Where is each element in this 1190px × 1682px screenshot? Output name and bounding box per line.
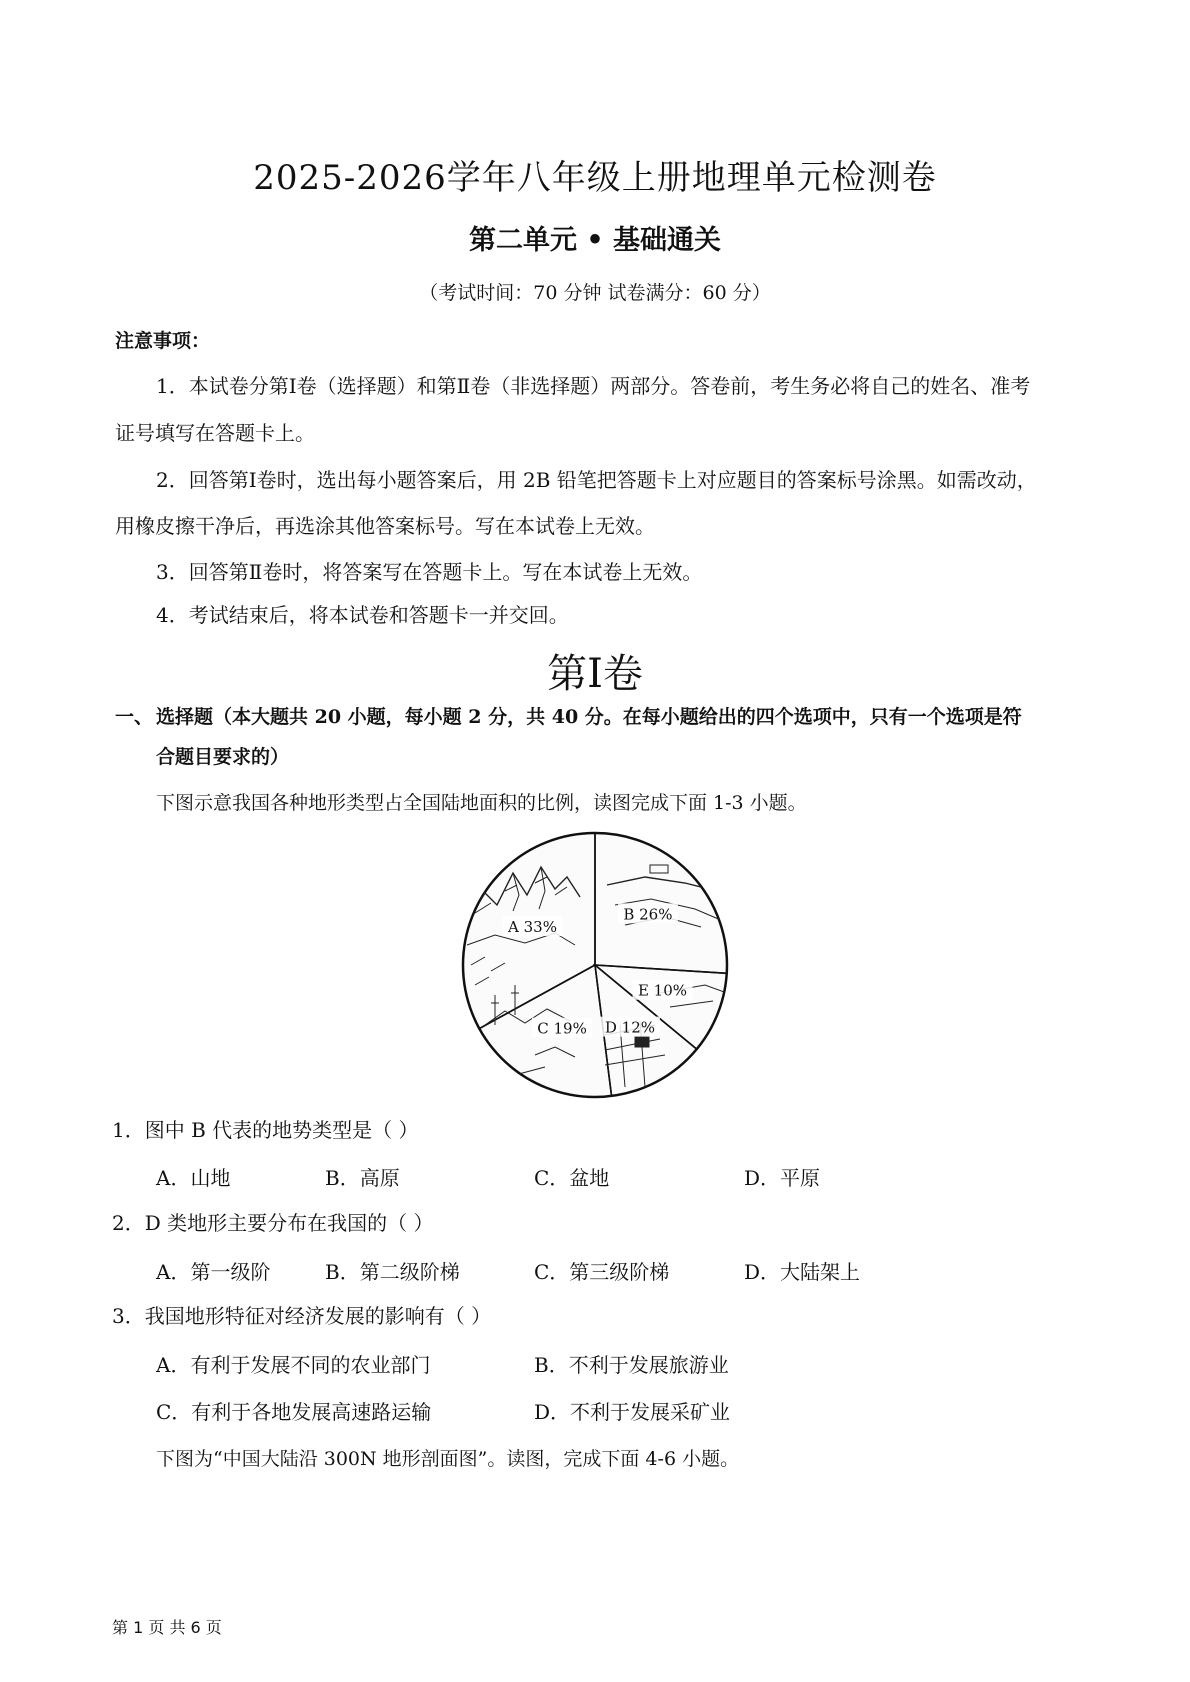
section-number: 一、 — [115, 706, 154, 728]
pie-label-e: E 10% — [637, 981, 688, 1000]
question-2-option-d[interactable]: D．大陆架上 — [744, 1260, 861, 1284]
question-1-option-a[interactable]: A．山地 — [156, 1166, 231, 1190]
pie-label-b: B 26% — [623, 905, 673, 924]
question-2-option-a[interactable]: A．第一级阶 — [156, 1260, 271, 1284]
group1-intro: 下图示意我国各种地形类型占全国陆地面积的比例，读图完成下面 1-3 小题。 — [156, 792, 807, 814]
pie-label-c: C 19% — [537, 1019, 587, 1038]
terrain-pie-chart — [455, 825, 735, 1105]
exam-subtitle: 第二单元 • 基础通关 — [468, 225, 722, 256]
question-2-option-c[interactable]: C．第三级阶梯 — [534, 1260, 670, 1284]
notice-item-4: 4．考试结束后，将本试卷和答题卡一并交回。 — [156, 603, 569, 627]
section-line-1: 选择题（本大题共 20 小题，每小题 2 分，共 40 分。在每小题给出的四个选项中，只有一个选项是符 — [156, 706, 1022, 728]
section-heading — [115, 697, 1085, 777]
question-3-option-a[interactable]: A．有利于发展不同的农业部门 — [156, 1353, 431, 1377]
question-3-option-b[interactable]: B．不利于发展旅游业 — [534, 1353, 729, 1377]
notice-item-1: 1．本试卷分第Ⅰ卷（选择题）和第Ⅱ卷（非选择题）两部分。答卷前，考生务必将自己的姓名、准考 — [156, 374, 1031, 398]
exam-info: （考试时间：70 分钟 试卷满分：60 分） — [419, 282, 771, 304]
exam-title: 2025-2026学年八年级上册地理单元检测卷 — [253, 158, 937, 198]
question-1-option-b[interactable]: B．高原 — [325, 1166, 400, 1190]
question-3-option-d[interactable]: D．不利于发展采矿业 — [534, 1400, 731, 1424]
question-2-option-b[interactable]: B．第二级阶梯 — [325, 1260, 460, 1284]
notice-item-2-cont: 用橡皮擦干净后，再选涂其他答案标号。写在本试卷上无效。 — [115, 514, 655, 538]
question-3-option-c[interactable]: C．有利于各地发展高速路运输 — [156, 1400, 432, 1424]
notice-item-3: 3．回答第Ⅱ卷时，将答案写在答题卡上。写在本试卷上无效。 — [156, 560, 703, 584]
notice-item-2: 2．回答第Ⅰ卷时，选出每小题答案后，用 2B 铅笔把答题卡上对应题目的答案标号涂黑。如需改动， — [156, 468, 1037, 492]
question-1-stem: 1．图中 B 代表的地势类型是（ ） — [112, 1118, 419, 1142]
notice-item-1-cont: 证号填写在答题卡上。 — [115, 421, 315, 445]
question-3-stem: 3．我国地形特征对经济发展的影响有（ ） — [112, 1304, 492, 1328]
question-2-stem: 2．D 类地形主要分布在我国的（ ） — [112, 1211, 434, 1235]
group2-intro: 下图为“中国大陆沿 300N 地形剖面图”。读图，完成下面 4-6 小题。 — [156, 1448, 740, 1470]
section-line-2: 合题目要求的） — [156, 746, 290, 768]
question-1-option-c[interactable]: C．盆地 — [534, 1166, 610, 1190]
part-title: 第Ⅰ卷 — [547, 651, 643, 697]
question-1-option-d[interactable]: D．平原 — [744, 1166, 821, 1190]
pie-label-a: A 33% — [508, 918, 557, 937]
page-number: 第 1 页 共 6 页 — [112, 1618, 222, 1637]
pie-label-d: D 12% — [604, 1018, 656, 1037]
notice-heading: 注意事项： — [115, 330, 211, 352]
